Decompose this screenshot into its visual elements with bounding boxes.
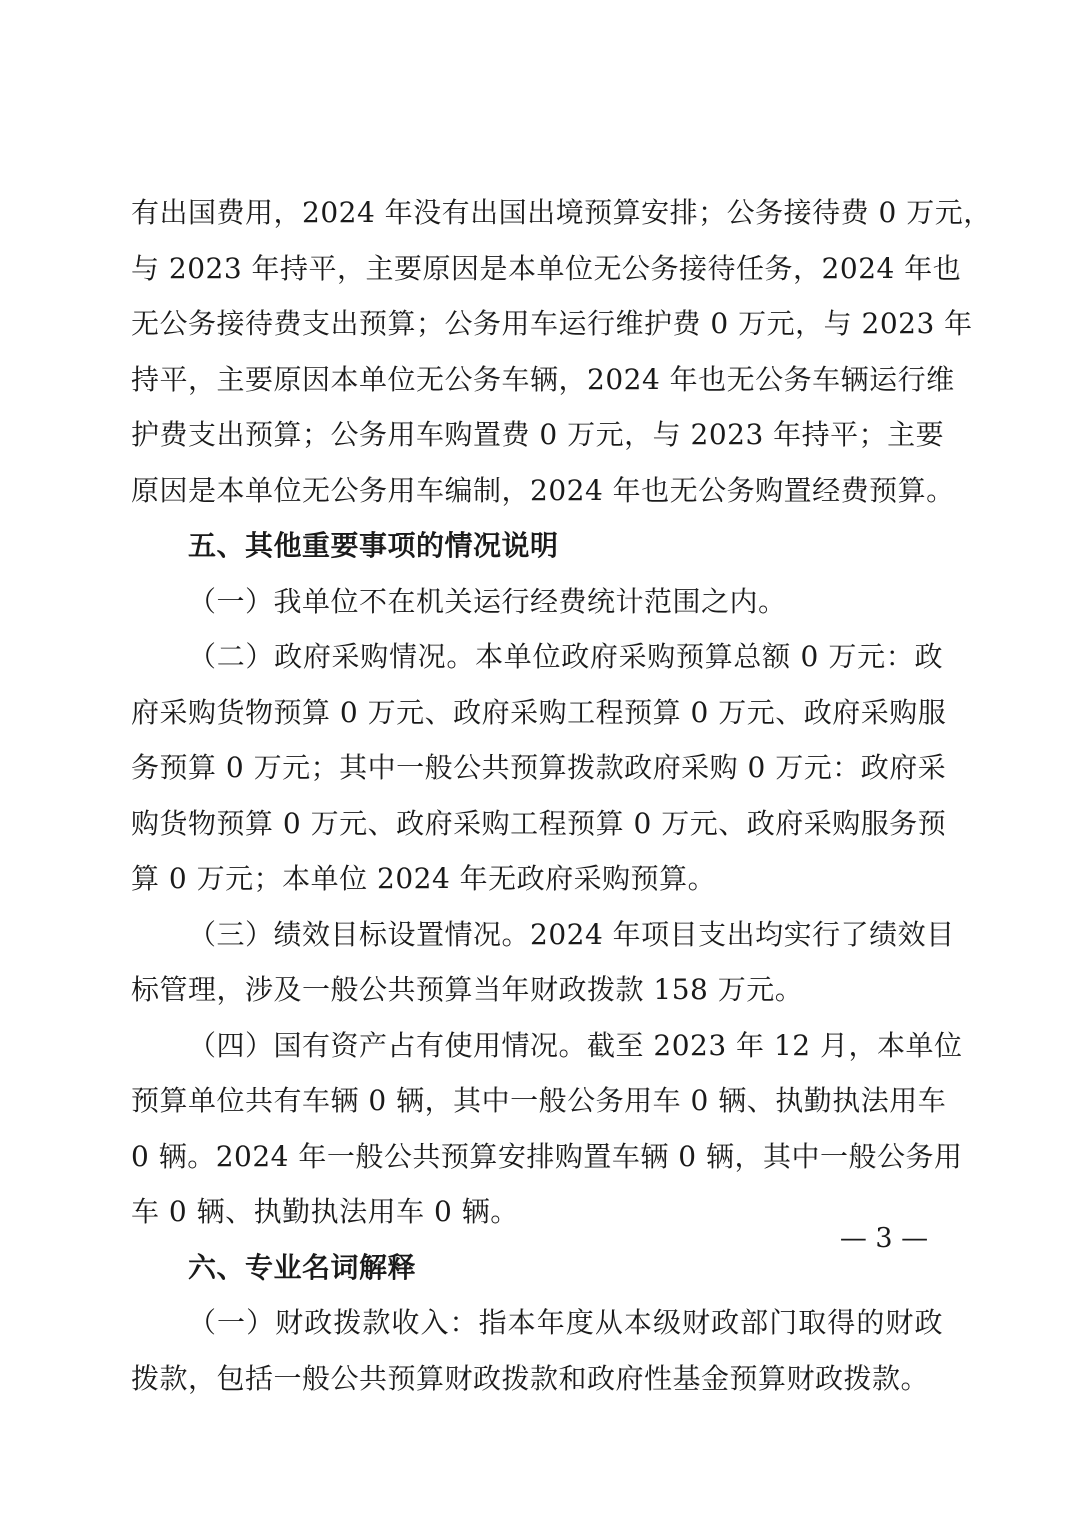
subsection-4-line-3: 0 辆。2024 年一般公共预算安排购置车辆 0 辆，其中一般公务用 — [131, 1139, 963, 1173]
subsection-1-line-1: （一）我单位不在机关运行经费统计范围之内。 — [188, 584, 787, 618]
paragraph-line-5: 护费支出预算；公务用车购置费 0 万元，与 2023 年持平；主要 — [131, 418, 945, 451]
paragraph-line-4: 持平，主要原因本单位无公务车辆，2024 年也无公务车辆运行维 — [131, 362, 955, 396]
subsection-3-line-1: （三）绩效目标设置情况。2024 年项目支出均实行了绩效目 — [188, 917, 955, 951]
subsection-2-line-1: （二）政府采购情况。本单位政府采购预算总额 0 万元：政 — [188, 640, 943, 673]
subsection-2-line-3: 务预算 0 万元；其中一般公共预算拨款政府采购 0 万元：政府采 — [131, 751, 947, 784]
subsection-4-line-1: （四）国有资产占有使用情况。截至 2023 年 12 月，本单位 — [188, 1028, 963, 1062]
definition-1-line-1: （一）财政拨款收入：指本年度从本级财政部门取得的财政 — [188, 1306, 943, 1339]
subsection-2-line-4: 购货物预算 0 万元、政府采购工程预算 0 万元、政府采购服务预 — [131, 806, 947, 840]
paragraph-line-2: 与 2023 年持平，主要原因是本单位无公务接待任务，2024 年也 — [131, 251, 962, 285]
subsection-2-line-5: 算 0 万元；本单位 2024 年无政府采购预算。 — [131, 862, 717, 895]
body-text — [131, 185, 992, 1406]
paragraph-line-3: 无公务接待费支出预算；公务用车运行维护费 0 万元，与 2023 年 — [131, 307, 973, 340]
section-heading-6: 六、专业名词解释 — [188, 1250, 417, 1284]
section-heading-5: 五、其他重要事项的情况说明 — [188, 529, 559, 562]
page-number: — 3 — — [839, 1223, 929, 1254]
paragraph-line-6: 原因是本单位无公务用车编制，2024 年也无公务购置经费预算。 — [131, 473, 955, 507]
paragraph-line-1: 有出国费用，2024 年没有出国出境预算安排；公务接待费 0 万元， — [131, 196, 992, 229]
subsection-4-line-4: 车 0 辆、执勤执法用车 0 辆。 — [131, 1195, 519, 1228]
subsection-2-line-2: 府采购货物预算 0 万元、政府采购工程预算 0 万元、政府采购服 — [131, 695, 947, 729]
subsection-4-line-2: 预算单位共有车辆 0 辆，其中一般公务用车 0 辆、执勤执法用车 — [131, 1084, 947, 1117]
subsection-3-line-2: 标管理，涉及一般公共预算当年财政拨款 158 万元。 — [131, 973, 804, 1006]
definition-1-line-2: 拨款，包括一般公共预算财政拨款和政府性基金预算财政拨款。 — [131, 1361, 930, 1395]
